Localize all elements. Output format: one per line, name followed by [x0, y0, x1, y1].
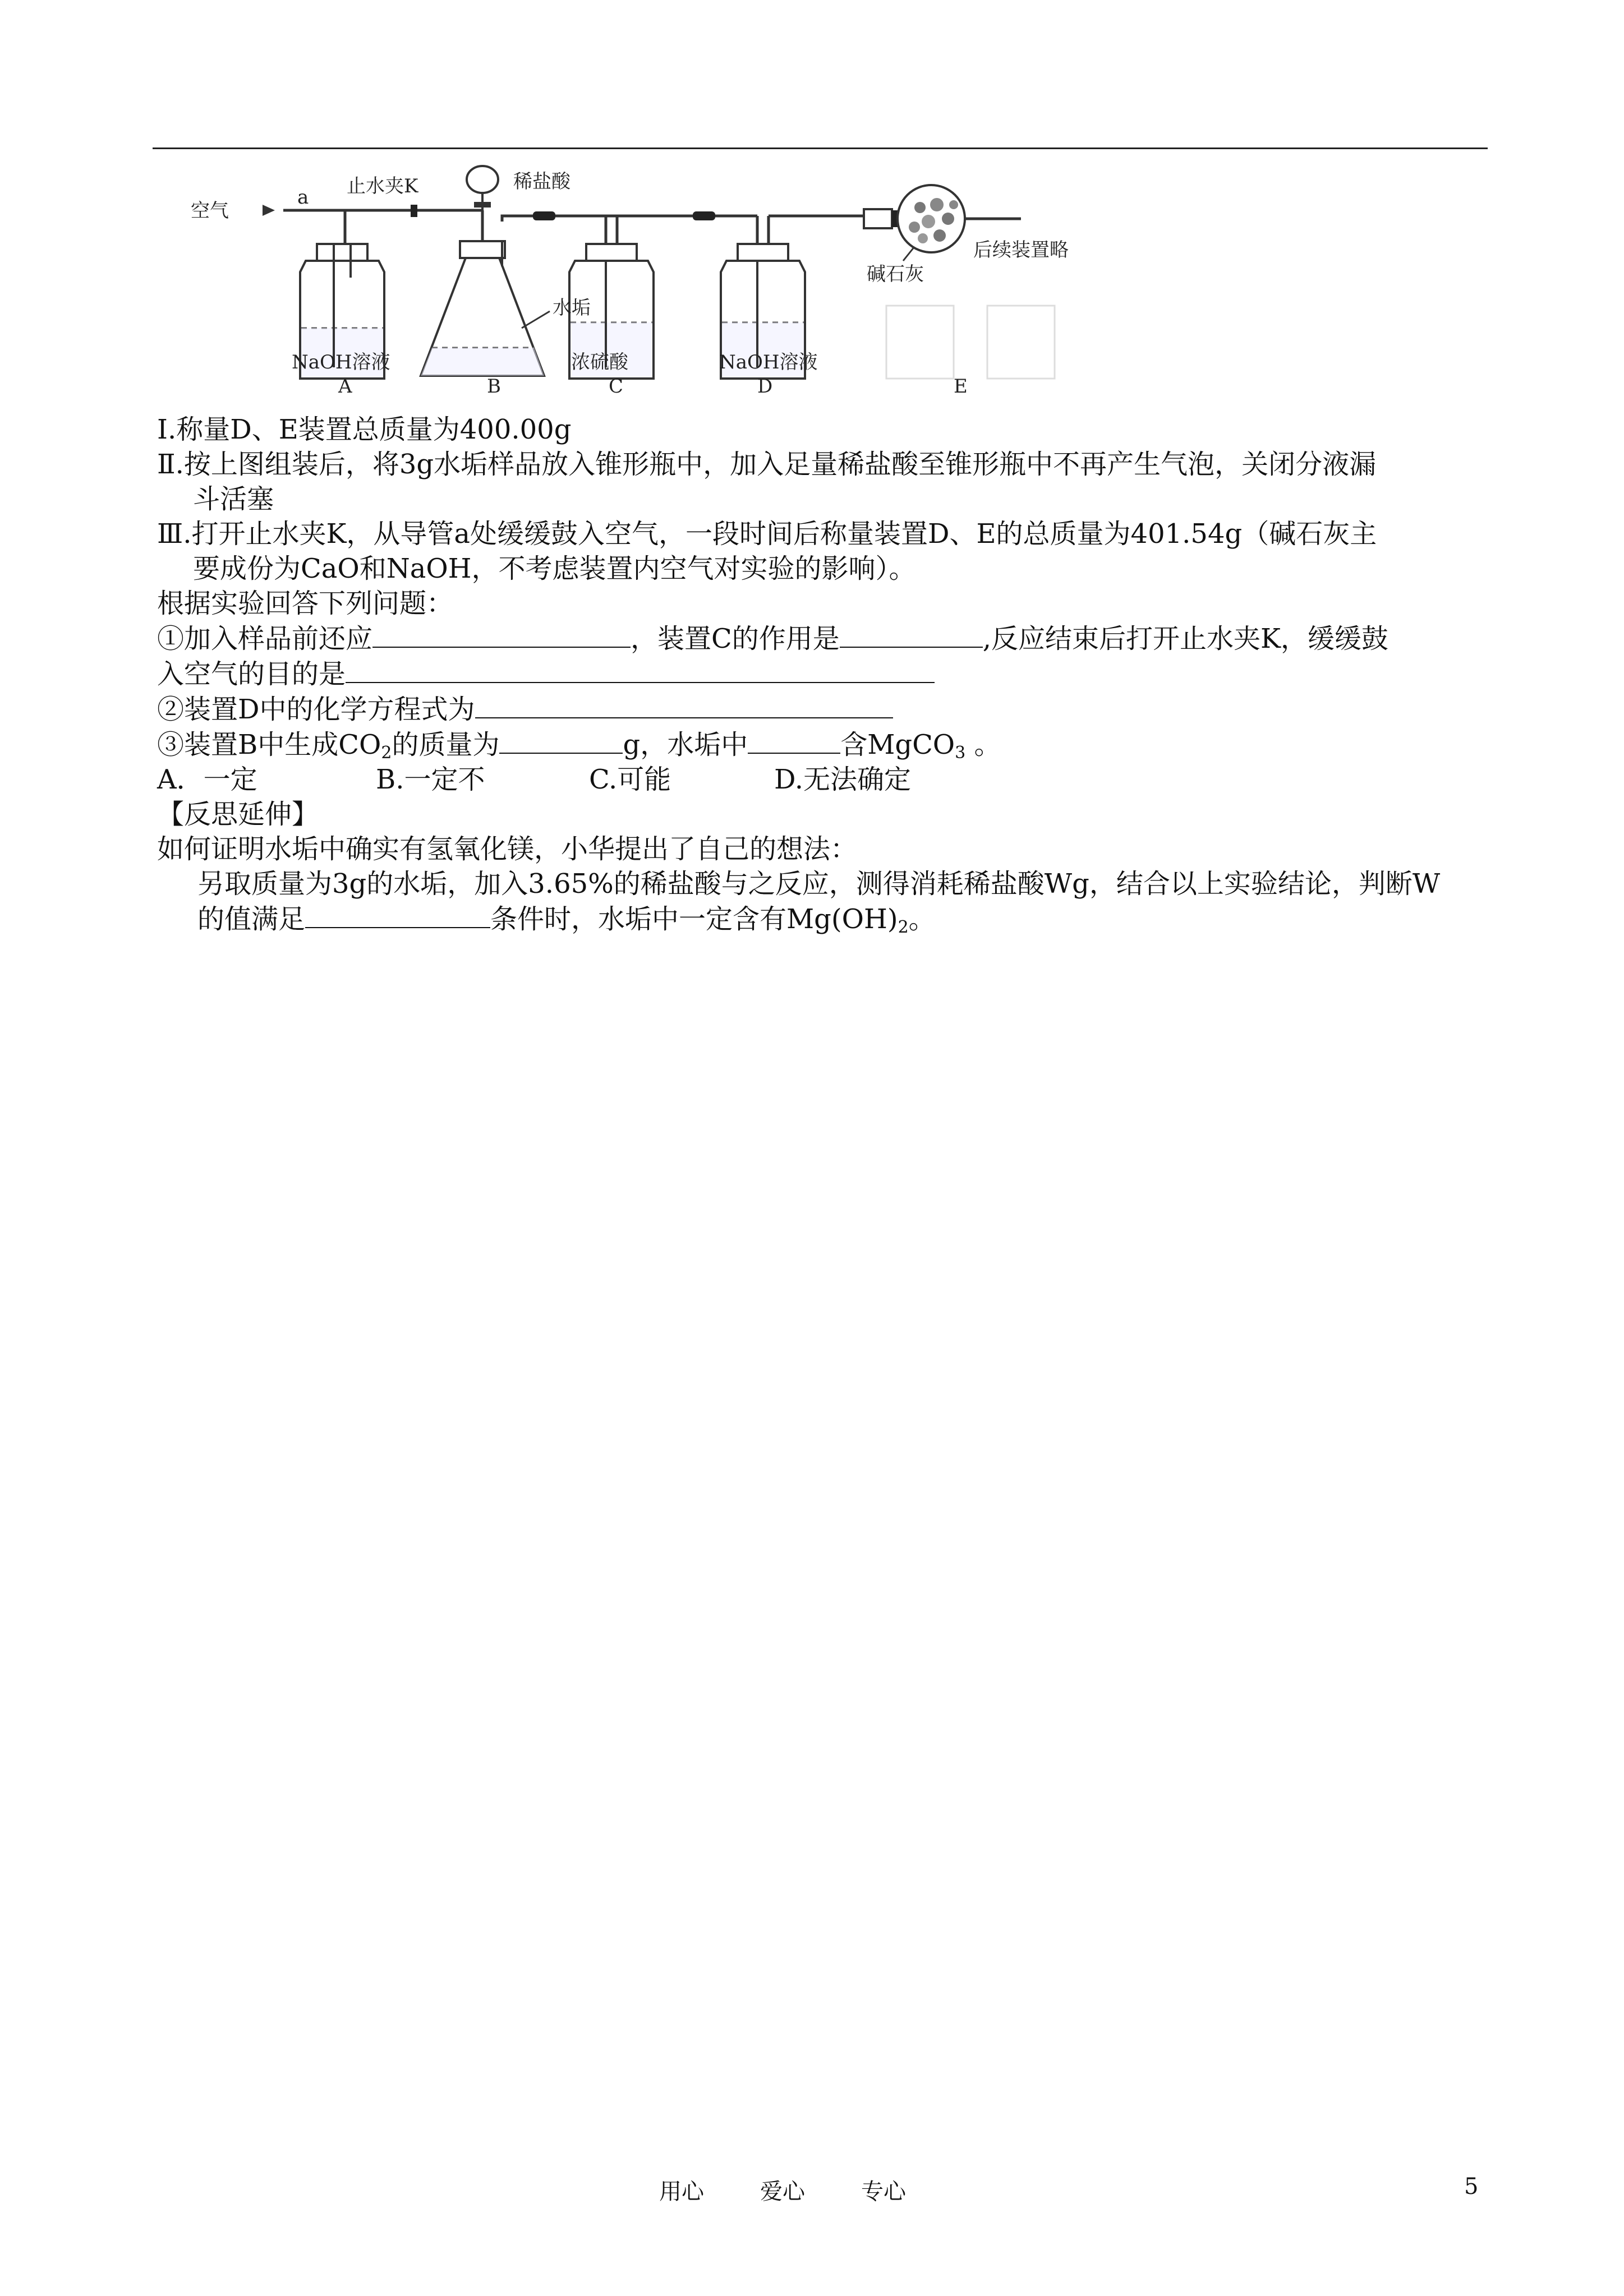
q3-subscript-2: 3	[955, 743, 966, 763]
q1-blank-1[interactable]	[372, 621, 631, 648]
q2-text: ②装置D中的化学方程式为	[157, 694, 475, 725]
letter-d: D	[757, 375, 773, 398]
label-conc-h2so4: 浓硫酸	[571, 351, 628, 374]
letter-c: C	[609, 375, 624, 398]
label-naoh-d: NaOH溶液	[719, 351, 818, 374]
ext-subscript: 2	[898, 918, 909, 937]
label-naoh-a: NaOH溶液	[292, 351, 390, 374]
option-c[interactable]: C.可能	[589, 764, 671, 795]
question-2	[157, 691, 1487, 727]
label-scale: 水垢	[553, 297, 591, 319]
questions-intro: 根据实验回答下列问题：	[157, 588, 454, 619]
extension-body-line-2	[157, 901, 1487, 937]
header-rule	[153, 147, 1488, 149]
extension-heading: 【反思延伸】	[157, 799, 319, 830]
question-1-line-2	[157, 656, 1487, 691]
apparatus-svg	[191, 154, 1139, 401]
label-soda-lime: 碱石灰	[867, 263, 924, 285]
motto-1: 用心	[659, 2179, 704, 2205]
q3-text-e: 。	[965, 729, 1001, 760]
option-a[interactable]: A．一定	[157, 764, 257, 795]
q1-text-d: 入空气的目的是	[157, 658, 346, 690]
question-3-options	[157, 762, 1487, 797]
q3-text-c: g，水垢中	[623, 729, 748, 760]
step-3-line-1: Ⅲ.打开止水夹K，从导管a处缓缓鼓入空气，一段时间后称量装置D、E的总质量为401.54g（碱石灰主	[157, 518, 1377, 550]
air-arrow-icon	[263, 205, 275, 216]
label-dilute-hcl: 稀盐酸	[513, 170, 571, 193]
q1-blank-2[interactable]	[840, 621, 983, 648]
question-body	[157, 412, 1487, 937]
step-2-line-1: Ⅱ.按上图组装后，将3g水垢样品放入锥形瓶中，加入足量稀盐酸至锥形瓶中不再产生气泡，关闭分液漏	[157, 449, 1377, 480]
q3-text-b: 的质量为	[392, 729, 500, 760]
funnel-icon	[467, 166, 498, 193]
drying-tube-e-icon	[864, 185, 965, 261]
q3-subscript: 2	[381, 743, 392, 763]
q3-text-d: 含MgCO	[840, 729, 955, 760]
question-1-line-1	[157, 621, 1487, 656]
q2-blank[interactable]	[475, 691, 893, 718]
letter-b: B	[487, 375, 501, 398]
label-subsequent: 后续装置略	[973, 239, 1069, 261]
q1-text-b: ，装置C的作用是	[631, 623, 840, 654]
footer-motto	[659, 2174, 962, 2206]
ext-text-b: 条件时，水垢中一定含有Mg(OH)	[490, 903, 898, 935]
ext-blank[interactable]	[305, 901, 490, 928]
option-b[interactable]: B.一定不	[376, 764, 485, 795]
question-3	[157, 727, 1487, 762]
q3-text-a: ③装置B中生成CO	[157, 729, 381, 760]
motto-2: 爱心	[760, 2179, 805, 2205]
ext-text-c: 。	[908, 903, 936, 935]
step-2-line-2: 斗活塞	[193, 483, 274, 515]
q1-text-a: ①加入样品前还应	[157, 623, 373, 654]
label-port-a: a	[297, 186, 309, 209]
q3-blank-1[interactable]	[499, 727, 623, 754]
option-d[interactable]: D.无法确定	[774, 764, 912, 795]
step-3-line-2: 要成份为CaO和NaOH，不考虑装置内空气对实验的影响）。	[193, 553, 916, 584]
q1-text-c: ,反应结束后打开止水夹K，缓缓鼓	[982, 623, 1388, 654]
q3-blank-2[interactable]	[748, 727, 840, 754]
page-number: 5	[1464, 2174, 1479, 2200]
extension-intro: 如何证明水垢中确实有氢氧化镁，小华提出了自己的想法：	[157, 833, 858, 865]
motto-3: 专心	[861, 2179, 906, 2205]
q1-blank-3[interactable]	[346, 656, 935, 683]
flask-b-icon	[421, 166, 550, 376]
ext-text-a: 的值满足	[197, 903, 306, 935]
label-clamp: 止水夹K	[347, 175, 418, 197]
letter-e: E	[954, 375, 968, 398]
clamp-k-icon	[411, 205, 417, 217]
extension-body-line-1: 另取质量为3g的水垢，加入3.65%的稀盐酸与之反应，测得消耗稀盐酸Wg，结合以上实验结论，判断W	[197, 868, 1441, 900]
apparatus-diagram	[191, 154, 1139, 401]
step-1: Ⅰ.称量D、E装置总质量为400.00g	[157, 414, 572, 445]
label-air: 空气	[191, 200, 229, 222]
letter-a: A	[338, 375, 352, 398]
